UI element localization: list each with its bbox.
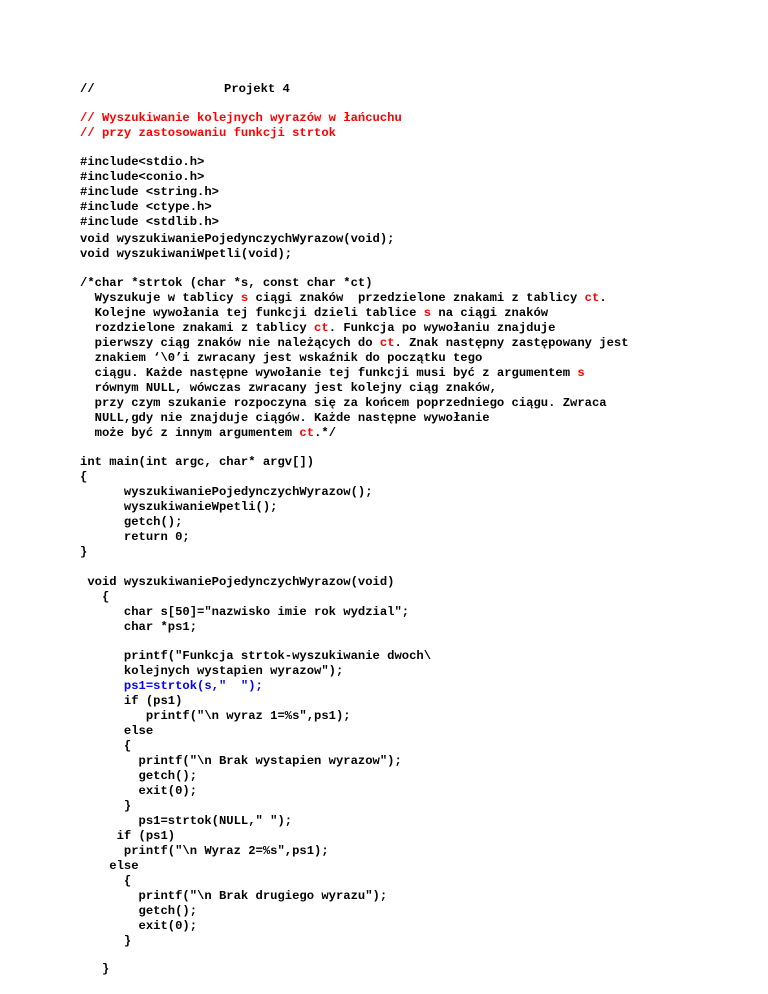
doc-comment-line	[80, 291, 607, 306]
doc-comment-text: rozdzielone znakami z tablicy	[80, 321, 315, 335]
prototype-line: void wyszukiwaniWpetli(void);	[80, 247, 293, 261]
highlight-ct: ct	[584, 291, 600, 305]
function-line: printf("\n Brak drugiego wyrazu");	[80, 889, 388, 903]
doc-comment-line	[80, 366, 585, 381]
function-line: exit(0);	[80, 784, 198, 798]
function-line: getch();	[80, 769, 198, 783]
prototype-line: void wyszukiwaniePojedynczychWyrazow(void);	[80, 232, 395, 246]
function-line: ps1=strtok(NULL," ");	[80, 814, 293, 828]
function-line: char s[50]="nazwisko imie rok wydzial";	[80, 605, 410, 619]
function-line: exit(0);	[80, 919, 198, 933]
doc-comment-text: . Funkcja po wywołaniu znajduje	[328, 321, 556, 335]
main-line: }	[80, 545, 88, 559]
doc-comment-line	[80, 336, 629, 351]
strtok-call-highlight: ps1=strtok(s," ");	[80, 679, 263, 693]
doc-comment-text: Wyszukuje w tablicy	[80, 291, 241, 305]
function-line: }	[80, 799, 132, 813]
doc-comment-line: znakiem ‘\0’i zwracany jest wskaźnik do początku tego	[80, 351, 483, 365]
doc-comment-text: ciągu. Każde następne wywołanie tej funkcji musi być z argumentem	[80, 366, 578, 380]
main-line: {	[80, 470, 88, 484]
function-line: kolejnych wystapien wyrazow");	[80, 664, 344, 678]
function-line: printf("Funkcja strtok-wyszukiwanie dwoch\	[80, 649, 432, 663]
function-line: if (ps1)	[80, 694, 183, 708]
doc-comment-text: na ciągi znaków	[431, 306, 549, 320]
function-line: {	[80, 590, 110, 604]
doc-comment-line	[80, 426, 336, 441]
include-line: #include <string.h>	[80, 185, 219, 199]
function-line: char *ps1;	[80, 620, 198, 634]
function-line: if (ps1)	[80, 829, 176, 843]
main-line: wyszukiwaniePojedynczychWyrazow();	[80, 485, 373, 499]
doc-comment-line	[80, 306, 548, 321]
doc-comment-text: .	[599, 291, 607, 305]
doc-comment-text: może być z innym argumentem	[80, 426, 300, 440]
highlight-s: s	[423, 306, 432, 320]
doc-comment-line: /*char *strtok (char *s, const char *ct)	[80, 276, 373, 290]
description-line-1: // Wyszukiwanie kolejnych wyrazów w łańcuchu	[80, 111, 402, 125]
header-comment: //	[80, 82, 95, 96]
doc-comment-text: pierwszy ciąg znaków nie należących do	[80, 336, 380, 350]
function-line: }	[80, 934, 132, 948]
doc-comment-text: Kolejne wywołania tej funkcji dzieli tablice	[80, 306, 424, 320]
function-line: else	[80, 859, 139, 873]
function-line: {	[80, 874, 132, 888]
main-line: return 0;	[80, 530, 190, 544]
highlight-ct: ct	[299, 426, 315, 440]
highlight-ct: ct	[379, 336, 395, 350]
include-line: #include <stdlib.h>	[80, 215, 219, 229]
doc-comment-line: przy czym szukanie rozpoczyna się za końcem poprzedniego ciągu. Zwraca	[80, 396, 607, 410]
doc-comment-line: NULL,gdy nie znajduje ciągów. Każde następne wywołanie	[80, 411, 490, 425]
doc-comment-text: ciągi znaków przedzielone znakami z tablicy	[248, 291, 585, 305]
main-line: wyszukiwanieWpetli();	[80, 500, 278, 514]
highlight-ct: ct	[314, 321, 329, 335]
project-title: Projekt 4	[224, 82, 290, 96]
function-line: void wyszukiwaniePojedynczychWyrazow(void)	[80, 575, 395, 589]
highlight-s: s	[577, 366, 585, 380]
include-line: #include<stdio.h>	[80, 155, 205, 169]
function-line: }	[80, 962, 110, 976]
doc-comment-text: . Znak następny zastępowany jest	[394, 336, 629, 350]
function-line: printf("\n Wyraz 2=%s",ps1);	[80, 844, 329, 858]
function-line: getch();	[80, 904, 198, 918]
include-line: #include<conio.h>	[80, 170, 205, 184]
doc-comment-line	[80, 321, 555, 336]
doc-comment-text: .*/	[314, 426, 337, 440]
function-line: printf("\n wyraz 1=%s",ps1);	[80, 709, 351, 723]
function-line: else	[80, 724, 154, 738]
main-line: getch();	[80, 515, 183, 529]
function-line: printf("\n Brak wystapien wyrazow");	[80, 754, 402, 768]
description-line-2: // przy zastosowaniu funkcji strtok	[80, 126, 336, 140]
doc-comment-line: równym NULL, wówczas zwracany jest kolejny ciąg znaków,	[80, 381, 497, 395]
function-line: {	[80, 739, 132, 753]
main-line: int main(int argc, char* argv[])	[80, 455, 315, 469]
include-line: #include <ctype.h>	[80, 200, 212, 214]
highlight-s: s	[240, 291, 249, 305]
